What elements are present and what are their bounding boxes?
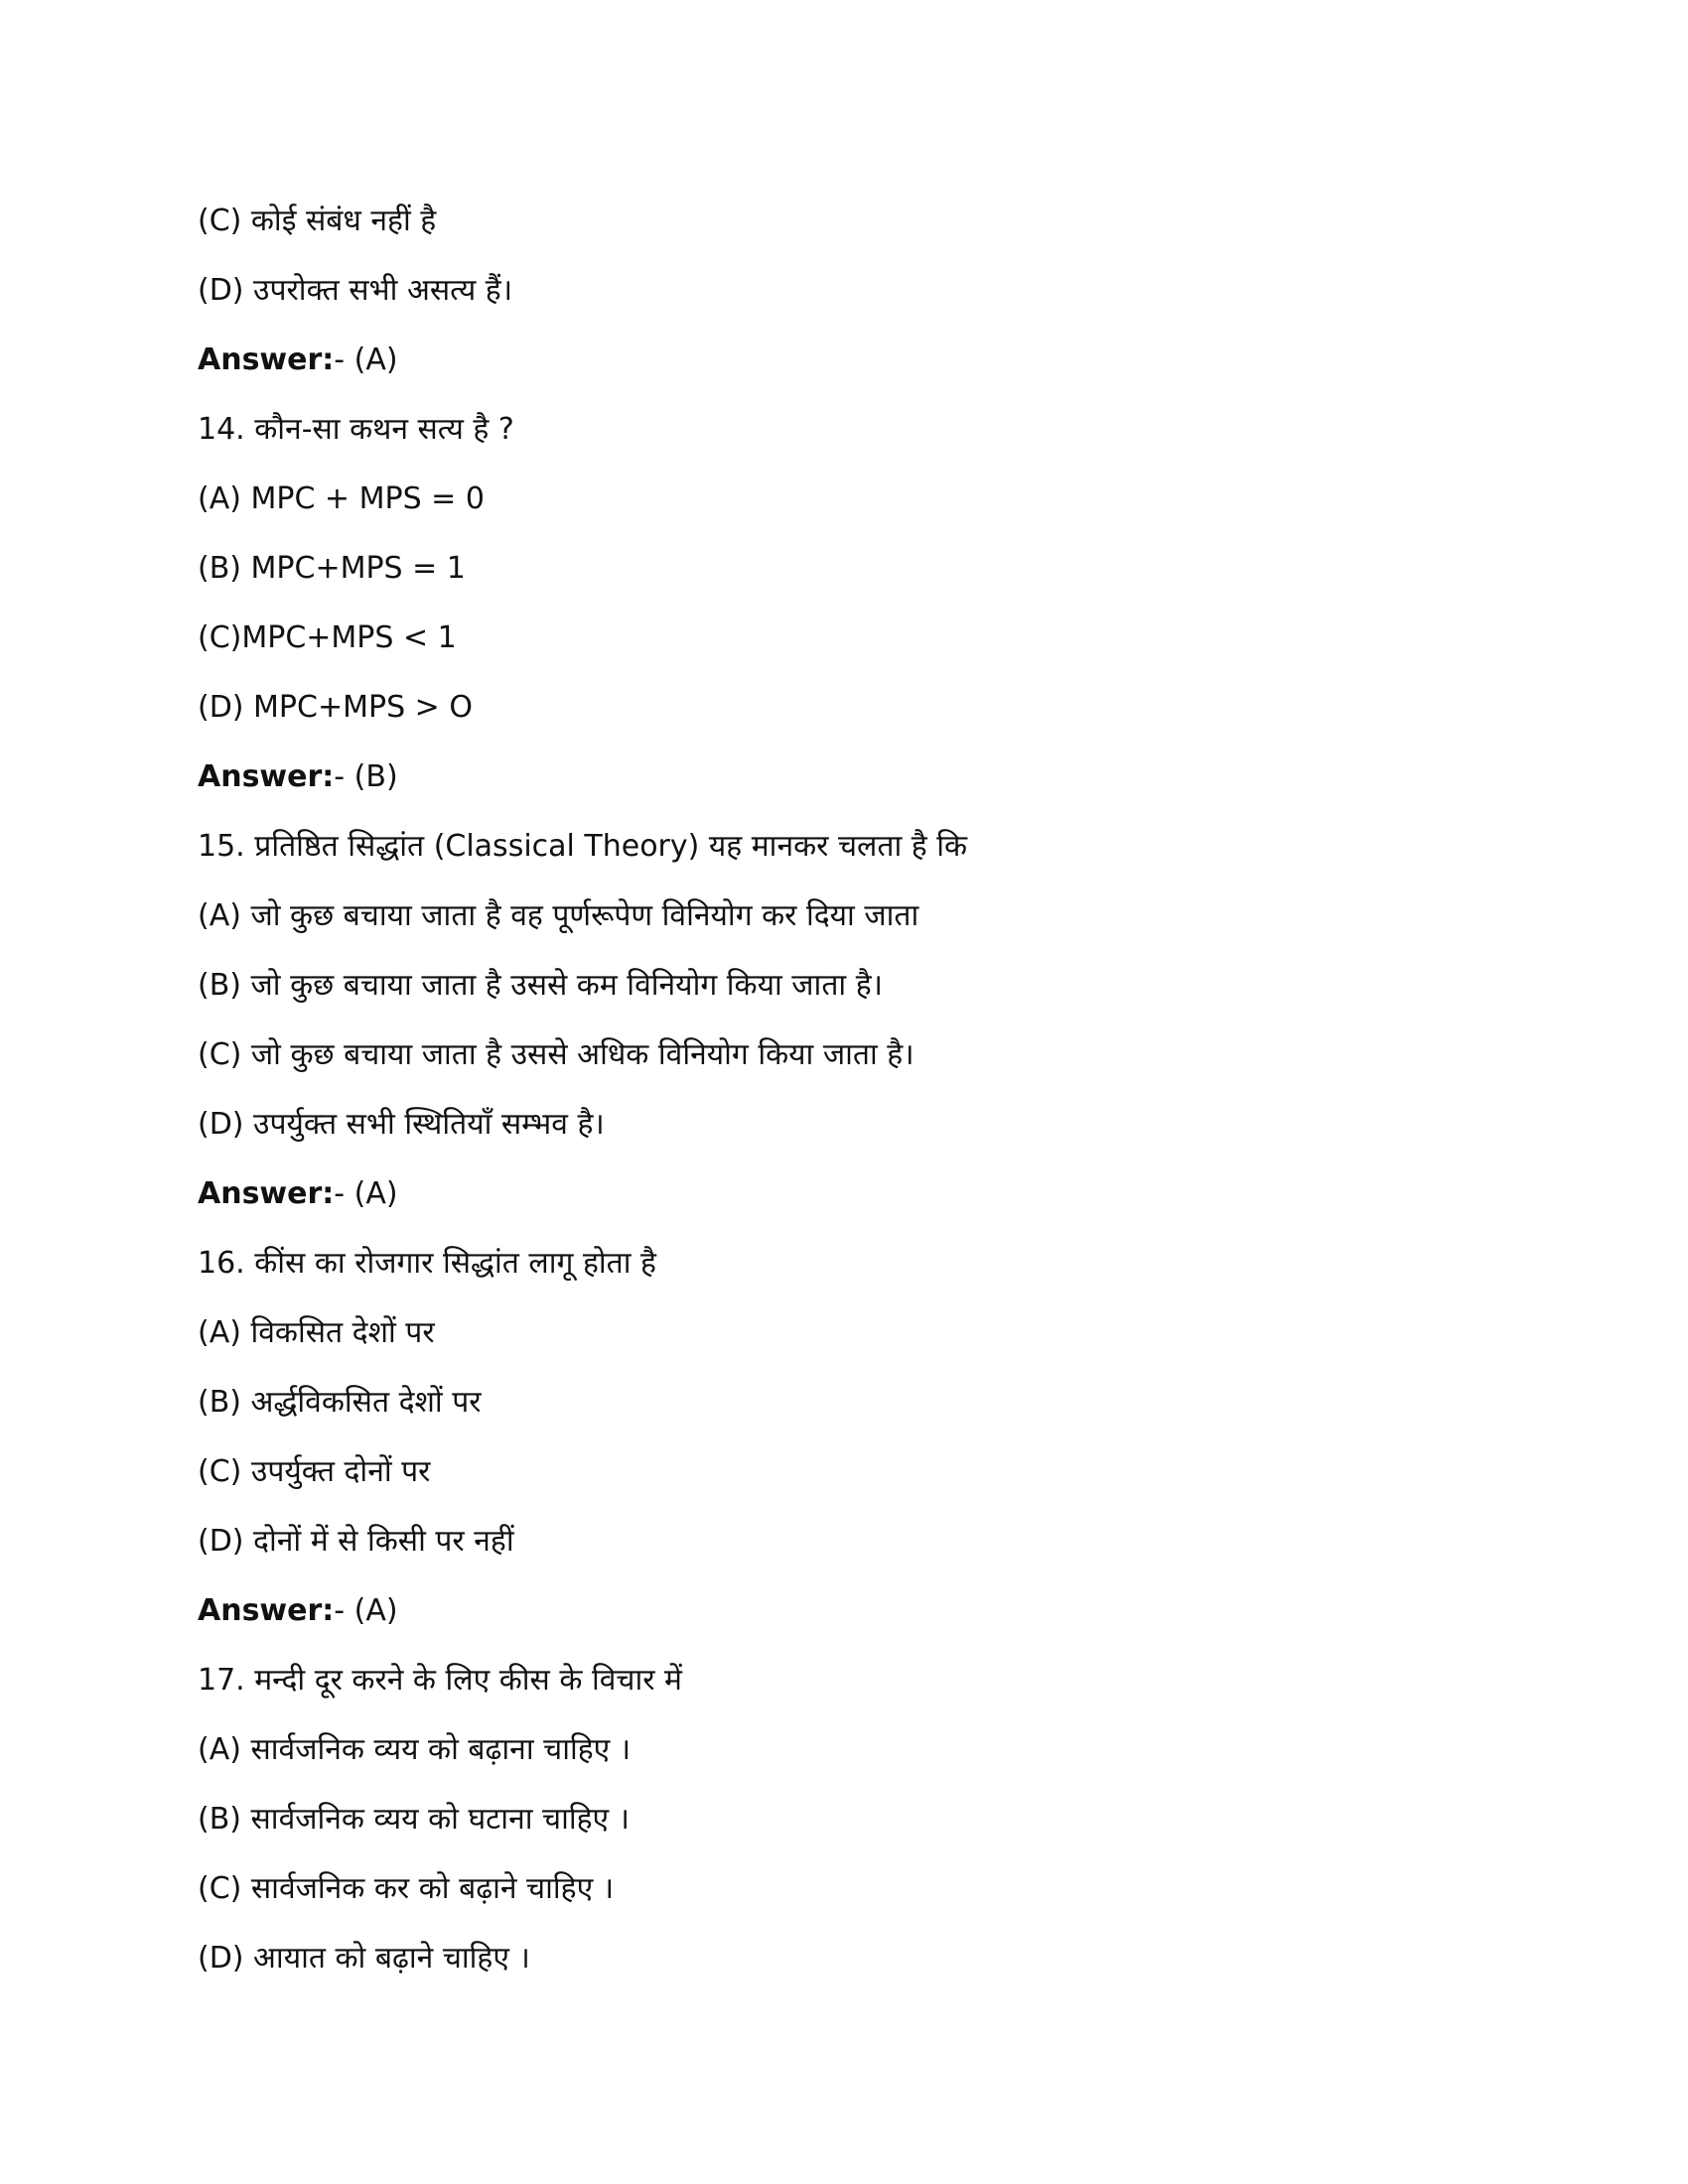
answer-value: - (B) — [334, 759, 398, 794]
answer-value: - (A) — [334, 342, 398, 377]
question-list — [198, 187, 1488, 1993]
option-line: (A) सार्वजनिक व्यय को बढ़ाना चाहिए । — [198, 1732, 632, 1767]
option-line: (C) जो कुछ बचाया जाता है उससे अधिक विनियोग किया जाता है। — [198, 1037, 914, 1072]
option-line: (B) MPC+MPS = 1 — [198, 551, 466, 586]
option-line: (A) विकसित देशों पर — [198, 1315, 435, 1350]
option-line: (B) सार्वजनिक व्यय को घटाना चाहिए । — [198, 1802, 631, 1837]
answer-label: Answer: — [198, 759, 335, 794]
question-line: 15. प्रतिष्ठित सिद्धांत (Classical Theory) यह मानकर चलता है कि — [198, 829, 968, 864]
option-line: (C) कोई संबंध नहीं है — [198, 204, 437, 238]
option-line: (D) दोनों में से किसी पर नहीं — [198, 1524, 514, 1559]
option-line: (C) उपर्युक्त दोनों पर — [198, 1454, 431, 1489]
answer-label: Answer: — [198, 1176, 335, 1211]
option-line: (B) अर्द्धविकसित देशों पर — [198, 1385, 482, 1420]
answer-line — [198, 743, 1488, 812]
option-line: (D) MPC+MPS > O — [198, 690, 473, 725]
answer-value: - (A) — [334, 1593, 398, 1628]
option-line: (B) जो कुछ बचाया जाता है उससे कम विनियोग किया जाता है। — [198, 968, 884, 1003]
question-line: 16. कींस का रोजगार सिद्धांत लागू होता है — [198, 1246, 656, 1281]
answer-label: Answer: — [198, 1593, 335, 1628]
answer-line — [198, 1576, 1488, 1646]
option-line: (D) उपरोक्त सभी असत्य हैं। — [198, 273, 513, 308]
option-line: (A) MPC + MPS = 0 — [198, 481, 485, 516]
option-line: (C) सार्वजनिक कर को बढ़ाने चाहिए । — [198, 1871, 615, 1906]
option-line: (D) उपर्युक्त सभी स्थितियाँ सम्भव है। — [198, 1107, 605, 1142]
answer-line — [198, 326, 1488, 395]
answer-value: - (A) — [334, 1176, 398, 1211]
question-line: 17. मन्दी दूर करने के लिए कीस के विचार में — [198, 1663, 682, 1698]
answer-line — [198, 1160, 1488, 1229]
question-line: 14. कौन-सा कथन सत्य है ? — [198, 412, 514, 447]
option-line: (D) आयात को बढ़ाने चाहिए । — [198, 1941, 530, 1976]
option-line: (A) जो कुछ बचाया जाता है वह पूर्णरूपेण विनियोग कर दिया जाता — [198, 898, 919, 933]
answer-label: Answer: — [198, 342, 335, 377]
option-line: (C)MPC+MPS < 1 — [198, 620, 457, 655]
